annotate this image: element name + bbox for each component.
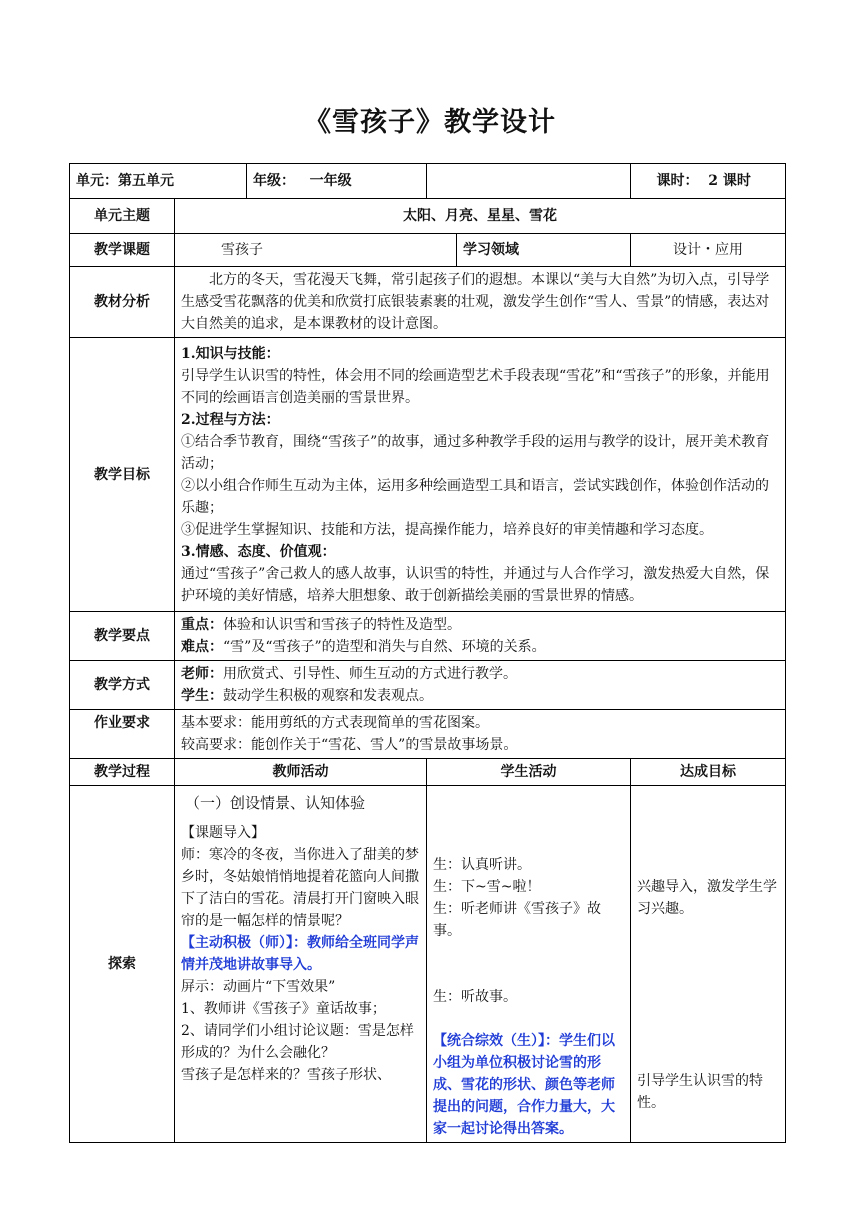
grade-cell xyxy=(247,164,427,199)
goal-text-2c: ③促进学生掌握知识、技能和方法，提高操作能力，培养良好的审美情趣和学习态度。 xyxy=(181,521,713,538)
methods-label: 教学方式 xyxy=(70,661,175,710)
goal-text-1: 引导学生认识雪的特性，体会用不同的绘画造型艺术手段表现“雪花”和“雪孩子”的形象，并能用不同的绘画语言创造美丽的雪景世界。 xyxy=(181,367,770,406)
goal-heading-1: 1.知识与技能： xyxy=(181,345,280,362)
teacher-text-1: 师：寒冷的冬夜，当你进入了甜美的梦乡时，冬姑娘悄悄地提着花篮向人间撒下了洁白的雪花。清晨打开门窗映入眼帘的是一幅怎样的情景呢？ xyxy=(181,847,419,929)
goals-content xyxy=(175,338,786,612)
hours-cell xyxy=(631,164,786,199)
process-col-goal: 达成目标 xyxy=(631,759,786,786)
method-student xyxy=(181,685,779,707)
process-row xyxy=(70,786,786,1143)
header-row xyxy=(70,164,786,199)
method-student-text: 鼓动学生积极的观察和发表观点。 xyxy=(223,688,433,704)
theme-value: 太阳、月亮、星星、雪花 xyxy=(175,199,786,234)
student-text-4: 生：听故事。 xyxy=(433,989,517,1005)
topic-row xyxy=(70,234,786,267)
keypoint-main-text: 体验和认识雪和雪孩子的特性及造型。 xyxy=(223,617,461,633)
keypoint-main-label: 重点： xyxy=(181,617,223,633)
teacher-text-5: 2、请同学们小组讨论议题：雪是怎样形成的？为什么会融化？ xyxy=(181,1023,414,1061)
homework-row xyxy=(70,710,786,759)
process-col-student: 学生活动 xyxy=(427,759,631,786)
process-col-teacher: 教师活动 xyxy=(175,759,427,786)
hours-label: 课时： xyxy=(656,173,699,189)
teacher-text-4: 1、教师讲《雪孩子》童话故事； xyxy=(181,1001,386,1017)
keypoint-difficult-text: “雪”及“雪孩子”的造型和消失与自然、环境的关系。 xyxy=(223,639,546,655)
keypoints-label: 教学要点 xyxy=(70,612,175,661)
teacher-activity xyxy=(175,786,427,1143)
topic-value xyxy=(175,234,457,267)
keypoints-content xyxy=(175,612,786,661)
method-teacher-text: 用欣赏式、引导性、师生互动的方式进行教学。 xyxy=(223,666,517,682)
goal-text-2-process: 引导学生认识雪的特性。 xyxy=(637,1073,764,1111)
process-header-row xyxy=(70,759,786,786)
homework-content xyxy=(175,710,786,759)
process-col-stage: 教学过程 xyxy=(70,759,175,786)
analysis-row xyxy=(70,267,786,338)
teacher-text-3: 屏示：动画片“下雪效果” xyxy=(181,979,336,995)
empty-cell xyxy=(427,164,631,199)
method-student-label: 学生： xyxy=(181,688,223,704)
page-title: 《雪孩子》教学设计 xyxy=(304,107,556,138)
topic-text: 雪孩子 xyxy=(221,242,263,258)
goal-heading-2: 2.过程与方法： xyxy=(181,411,280,428)
student-activity xyxy=(427,786,631,1143)
method-teacher xyxy=(181,663,779,685)
unit-cell: 单元：第五单元 xyxy=(70,164,247,199)
goal-heading-3: 3.情感、态度、价值观： xyxy=(181,543,336,560)
domain-label: 学习领域 xyxy=(457,234,631,267)
keypoint-main xyxy=(181,614,779,636)
keypoint-difficult-label: 难点： xyxy=(181,639,223,655)
keypoint-difficult xyxy=(181,636,779,658)
keypoints-row xyxy=(70,612,786,661)
goals-label: 教学目标 xyxy=(70,338,175,612)
theme-label: 单元主题 xyxy=(70,199,175,234)
analysis-label: 教材分析 xyxy=(70,267,175,338)
teacher-text-2: 【主动积极（师）】：教师给全班同学声情并茂地讲故事导入。 xyxy=(181,935,419,973)
grade-value: 一年级 xyxy=(309,173,352,189)
theme-row xyxy=(70,199,786,234)
grade-label: 年级： xyxy=(253,173,295,189)
student-text-5: 【统合综效（生）】：学生们以小组为单位积极讨论雪的形成、雪花的形状、颜色等老师提出的问题，合作力量大，大家一起讨论得出答案。 xyxy=(433,1033,615,1137)
goal-text-2a: ①结合季节教育，围绕“雪孩子”的故事，通过多种教学手段的运用与教学的设计，展开美术教育活动； xyxy=(181,433,770,472)
goals-row xyxy=(70,338,786,612)
goal-text-2b: ②以小组合作师生互动为主体，运用多种绘画造型工具和语言，尝试实践创作，体验创作活动的乐趣； xyxy=(181,477,769,516)
method-teacher-label: 老师： xyxy=(181,666,223,682)
homework-label: 作业要求 xyxy=(70,710,175,759)
methods-row xyxy=(70,661,786,710)
process-stage: 探索 xyxy=(70,786,175,1143)
domain-value: 设计・应用 xyxy=(631,234,786,267)
teacher-text-6: 雪孩子是怎样来的？雪孩子形状、 xyxy=(181,1067,391,1083)
hours-value: 2 课时 xyxy=(708,173,751,189)
topic-label: 教学课题 xyxy=(70,234,175,267)
teacher-subtitle: （一）创设情景、认知体验 xyxy=(185,794,366,812)
goal-text-1-process: 兴趣导入，激发学生学习兴趣。 xyxy=(637,879,778,917)
homework-advanced: 较高要求：能创作关于“雪花、雪人”的雪景故事场景。 xyxy=(181,737,518,753)
homework-basic: 基本要求：能用剪纸的方式表现简单的雪花图案。 xyxy=(181,715,489,731)
lesson-plan-table xyxy=(69,163,786,1143)
analysis-text: 北方的冬天，雪花漫天飞舞，常引起孩子们的遐想。本课以“美与大自然”为切入点，引导学生感受雪花飘落的优美和欣赏打底银装素裹的壮观，激发学生创作“雪人、雪景”的情感，表达对大自然美的追求，是本课教材的设计意图。 xyxy=(175,267,786,338)
methods-content xyxy=(175,661,786,710)
student-text-3: 生：听老师讲《雪孩子》故事。 xyxy=(433,901,601,939)
student-text-1: 生：认真听讲。 xyxy=(433,857,531,873)
student-text-2: 生：下~雪~啦！ xyxy=(433,879,541,895)
teacher-intro: 【课题导入】 xyxy=(181,825,265,841)
goal-text-3: 通过“雪孩子”舍己救人的感人故事，认识雪的特性，并通过与人合作学习，激发热爱大自然，保护环境的美好情感，培养大胆想象、敢于创新描绘美丽的雪景世界的情感。 xyxy=(181,565,770,604)
goal-activity xyxy=(631,786,786,1143)
